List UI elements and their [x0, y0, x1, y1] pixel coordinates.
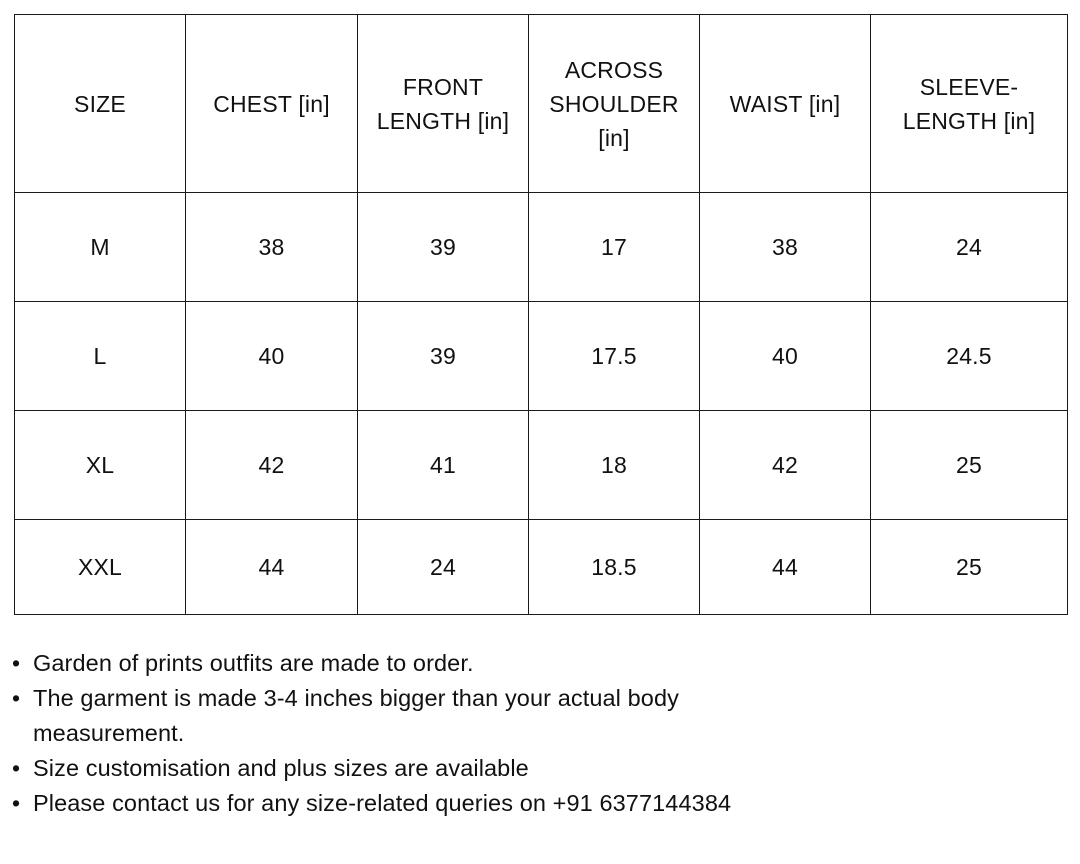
cell-sleeve-length: 24 [871, 193, 1068, 302]
header-sleeve-length: SLEEVE- LENGTH [in] [871, 15, 1068, 193]
header-size: SIZE [15, 15, 186, 193]
cell-waist: 38 [700, 193, 871, 302]
table-row [15, 302, 1068, 411]
header-across-shoulder: ACROSS SHOULDER [in] [529, 15, 700, 193]
size-notes-list [10, 646, 1050, 821]
cell-front-length: 24 [358, 520, 529, 615]
cell-across-shoulder: 18.5 [529, 520, 700, 615]
table-row [15, 193, 1068, 302]
cell-front-length: 41 [358, 411, 529, 520]
list-item [10, 786, 1050, 821]
header-chest: CHEST [in] [186, 15, 358, 193]
cell-chest: 44 [186, 520, 358, 615]
list-item [10, 681, 1050, 751]
bullet-icon: • [12, 755, 21, 781]
cell-front-length: 39 [358, 193, 529, 302]
header-waist: WAIST [in] [700, 15, 871, 193]
cell-waist: 40 [700, 302, 871, 411]
cell-waist: 44 [700, 520, 871, 615]
bullet-icon: • [12, 685, 21, 711]
cell-size: XXL [15, 520, 186, 615]
cell-size: L [15, 302, 186, 411]
size-chart-table [14, 14, 1068, 615]
cell-waist: 42 [700, 411, 871, 520]
cell-across-shoulder: 18 [529, 411, 700, 520]
note-text-contact: Please contact us for any size-related queries on +91 6377144384 [33, 790, 732, 816]
cell-chest: 38 [186, 193, 358, 302]
bullet-icon: • [12, 790, 21, 816]
table-row [15, 520, 1068, 615]
cell-size: XL [15, 411, 186, 520]
cell-size: M [15, 193, 186, 302]
cell-front-length: 39 [358, 302, 529, 411]
table-row [15, 411, 1068, 520]
cell-chest: 40 [186, 302, 358, 411]
cell-sleeve-length: 24.5 [871, 302, 1068, 411]
note-text: Size customisation and plus sizes are available [33, 755, 529, 781]
header-front-length: FRONT LENGTH [in] [358, 15, 529, 193]
list-item [10, 646, 1050, 681]
cell-chest: 42 [186, 411, 358, 520]
cell-sleeve-length: 25 [871, 520, 1068, 615]
note-text: The garment is made 3-4 inches bigger than your actual body measurement. [33, 685, 679, 746]
list-item [10, 751, 1050, 786]
bullet-icon: • [12, 650, 21, 676]
cell-across-shoulder: 17 [529, 193, 700, 302]
cell-sleeve-length: 25 [871, 411, 1068, 520]
cell-across-shoulder: 17.5 [529, 302, 700, 411]
table-header-row [15, 15, 1068, 193]
note-text: Garden of prints outfits are made to order. [33, 650, 474, 676]
